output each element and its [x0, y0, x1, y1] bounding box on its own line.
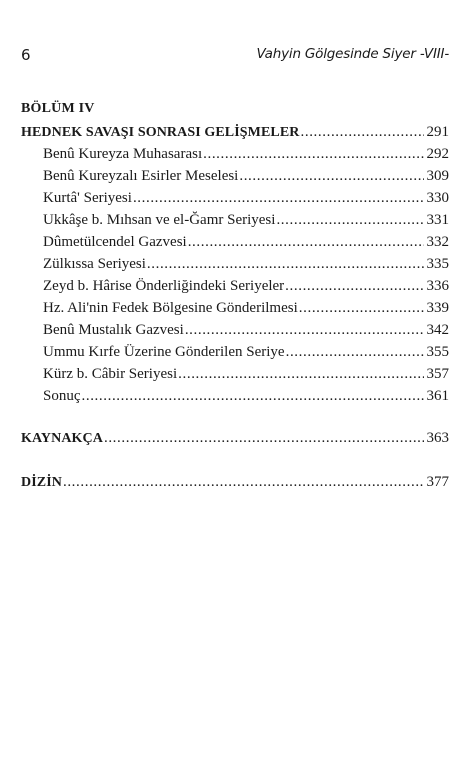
toc-entry-title: Ukkâşe b. Mıhsan ve el-Ğamr Seriyesi [43, 212, 276, 228]
toc-entry-page: 309 [426, 168, 449, 184]
toc-section-entry[interactable] [43, 322, 449, 339]
toc-section-entry[interactable] [43, 344, 449, 361]
dot-leader [286, 344, 424, 361]
dot-leader [301, 124, 425, 141]
toc-entry-page: 339 [426, 300, 449, 316]
dot-leader [285, 278, 424, 295]
toc-entry-page: 330 [426, 190, 449, 206]
toc-chapter-entry[interactable] [21, 124, 449, 141]
dot-leader [276, 212, 424, 229]
toc-entry-title: Hz. Ali'nin Fedek Bölgesine Gönderilmesi [43, 300, 298, 316]
toc-entry-title: HEDNEK SAVAŞI SONRASI GELİŞMELER [21, 125, 300, 140]
toc-section-entry[interactable] [43, 234, 449, 251]
toc-section-entry[interactable] [43, 212, 449, 229]
toc-entry-page: 292 [426, 146, 449, 162]
toc-back-matter-entry[interactable] [21, 430, 449, 447]
dot-leader [82, 388, 425, 405]
toc-entry-title: Zülkıssa Seriyesi [43, 256, 146, 272]
toc-entry-page: 357 [426, 366, 449, 382]
toc-section-entry[interactable] [43, 366, 449, 383]
toc-entry-page: 332 [426, 234, 449, 250]
toc-entry-page: 335 [426, 256, 449, 272]
dot-leader [133, 190, 424, 207]
dot-leader [178, 366, 424, 383]
toc-entry-title: Sonuç [43, 388, 81, 404]
dot-leader [239, 168, 424, 185]
dot-leader [188, 234, 424, 251]
toc-entry-page: 355 [426, 344, 449, 360]
dot-leader [147, 256, 424, 273]
toc-section-entry[interactable] [43, 300, 449, 317]
toc-section-entry[interactable] [43, 256, 449, 273]
toc-entry-title: Benû Mustalık Gazvesi [43, 322, 184, 338]
toc-entry-page: 291 [426, 124, 449, 140]
toc-back-matter-entry[interactable] [21, 474, 449, 491]
toc-entry-page: 363 [426, 430, 449, 446]
toc-entry-page: 342 [426, 322, 449, 338]
toc-entry-title: Benû Kureyzalı Esirler Meselesi [43, 168, 239, 184]
part-title: BÖLÜM IV [21, 101, 95, 116]
toc-entry-title: Zeyd b. Hârise Önderliğindeki Seriyeler [43, 278, 285, 294]
running-title: Vahyin Gölgesinde Siyer -VIII- [256, 46, 449, 62]
toc-section-entry[interactable] [43, 278, 449, 295]
toc-entry-title: DİZİN [21, 475, 62, 490]
dot-leader [299, 300, 424, 317]
dot-leader [63, 474, 424, 491]
toc-entry-page: 331 [426, 212, 449, 228]
toc-entry-title: KAYNAKÇA [21, 431, 103, 446]
dot-leader [104, 430, 424, 447]
toc-entry-page: 361 [426, 388, 449, 404]
toc-entry-title: Kurtâ' Seriyesi [43, 190, 132, 206]
toc-section-entry[interactable] [43, 168, 449, 185]
page-number: 6 [21, 46, 31, 64]
toc-entry-page: 336 [426, 278, 449, 294]
toc-entry-title: Ummu Kırfe Üzerine Gönderilen Seriye [43, 344, 285, 360]
toc-entry-title: Benû Kureyza Muhasarası [43, 146, 203, 162]
toc-section-entry[interactable] [43, 388, 449, 405]
dot-leader [185, 322, 424, 339]
toc-entry-title: Dûmetülcendel Gazvesi [43, 234, 187, 250]
dot-leader [203, 146, 424, 163]
toc-section-entry[interactable] [43, 146, 449, 163]
toc-entry-title: Kürz b. Câbir Seriyesi [43, 366, 178, 382]
toc-entry-page: 377 [426, 474, 449, 490]
toc-section-entry[interactable] [43, 190, 449, 207]
